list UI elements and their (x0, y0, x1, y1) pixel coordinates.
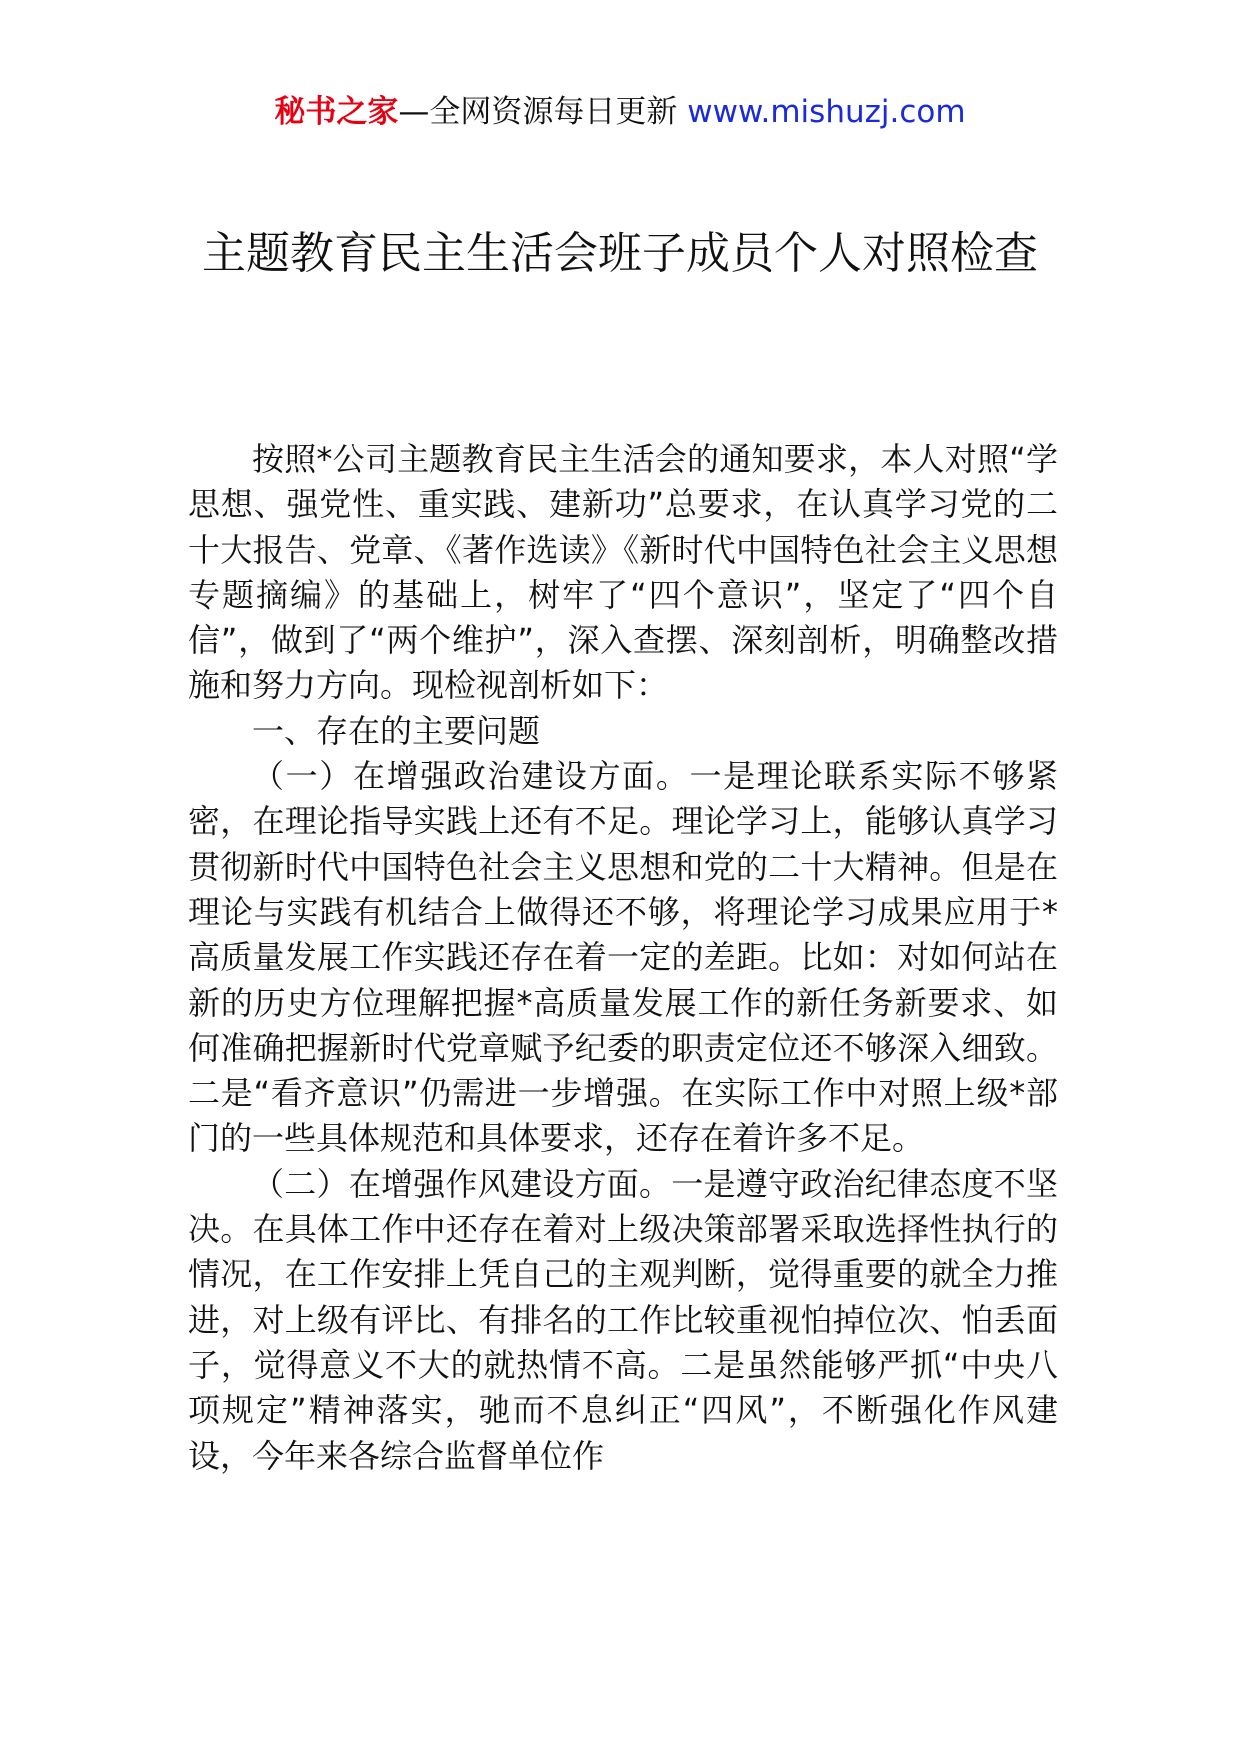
paragraph-political-construction: （一）在增强政治建设方面。一是理论联系实际不够紧密，在理论指导实践上还有不足。理论学习上，能够认真学习贯彻新时代中国特色社会主义思想和党的二十大精神。但是在理论与实践有机结合上做得还不够，将理论学习成果应用于*高质量发展工作实践还存在着一定的差距。比如：对如何站在新的历史方位理解把握*高质量发展工作的新任务新要求、如何准确把握新时代党章赋予纪委的职责定位还不够深入细致。二是“看齐意识”仍需进一步增强。在实际工作中对照上级*部门的一些具体规范和具体要求，还存在着许多不足。 (188, 757, 1058, 1158)
header-tagline: —全网资源每日更新 (398, 94, 688, 130)
site-header (0, 88, 1240, 136)
brand-name: 秘书之家 (274, 94, 399, 130)
paragraph-work-style-construction: （二）在增强作风建设方面。一是遵守政治纪律态度不坚决。在具体工作中还存在着对上级决策部署采取选择性执行的情况，在工作安排上凭自己的主观判断，觉得重要的就全力推进，对上级有评比、有排名的工作比较重视怕掉位次、怕丢面子，觉得意义不大的就热情不高。二是虽然能够严抓“中央八项规定”精神落实，驰而不息纠正“四风”，不断强化作风建设，今年来各综合监督单位作 (188, 1164, 1058, 1475)
section-heading: 一、存在的主要问题 (252, 711, 541, 750)
document-title: 主题教育民主生活会班子成员个人对照检查 (202, 228, 1038, 279)
document-body (188, 437, 1058, 1479)
site-url-link[interactable]: www.mishuzj.com (687, 94, 966, 130)
intro-paragraph: 按照*公司主题教育民主生活会的通知要求，本人对照“学思想、强党性、重实践、建新功”总要求，在认真学习党的二十大报告、党章、《著作选读》《新时代中国特色社会主义思想专题摘编》的基础上，树牢了“四个意识”，坚定了“四个自信”，做到了“两个维护”，深入查摆、深刻剖析，明确整改措施和努力方向。现检视剖析如下： (188, 440, 1058, 705)
